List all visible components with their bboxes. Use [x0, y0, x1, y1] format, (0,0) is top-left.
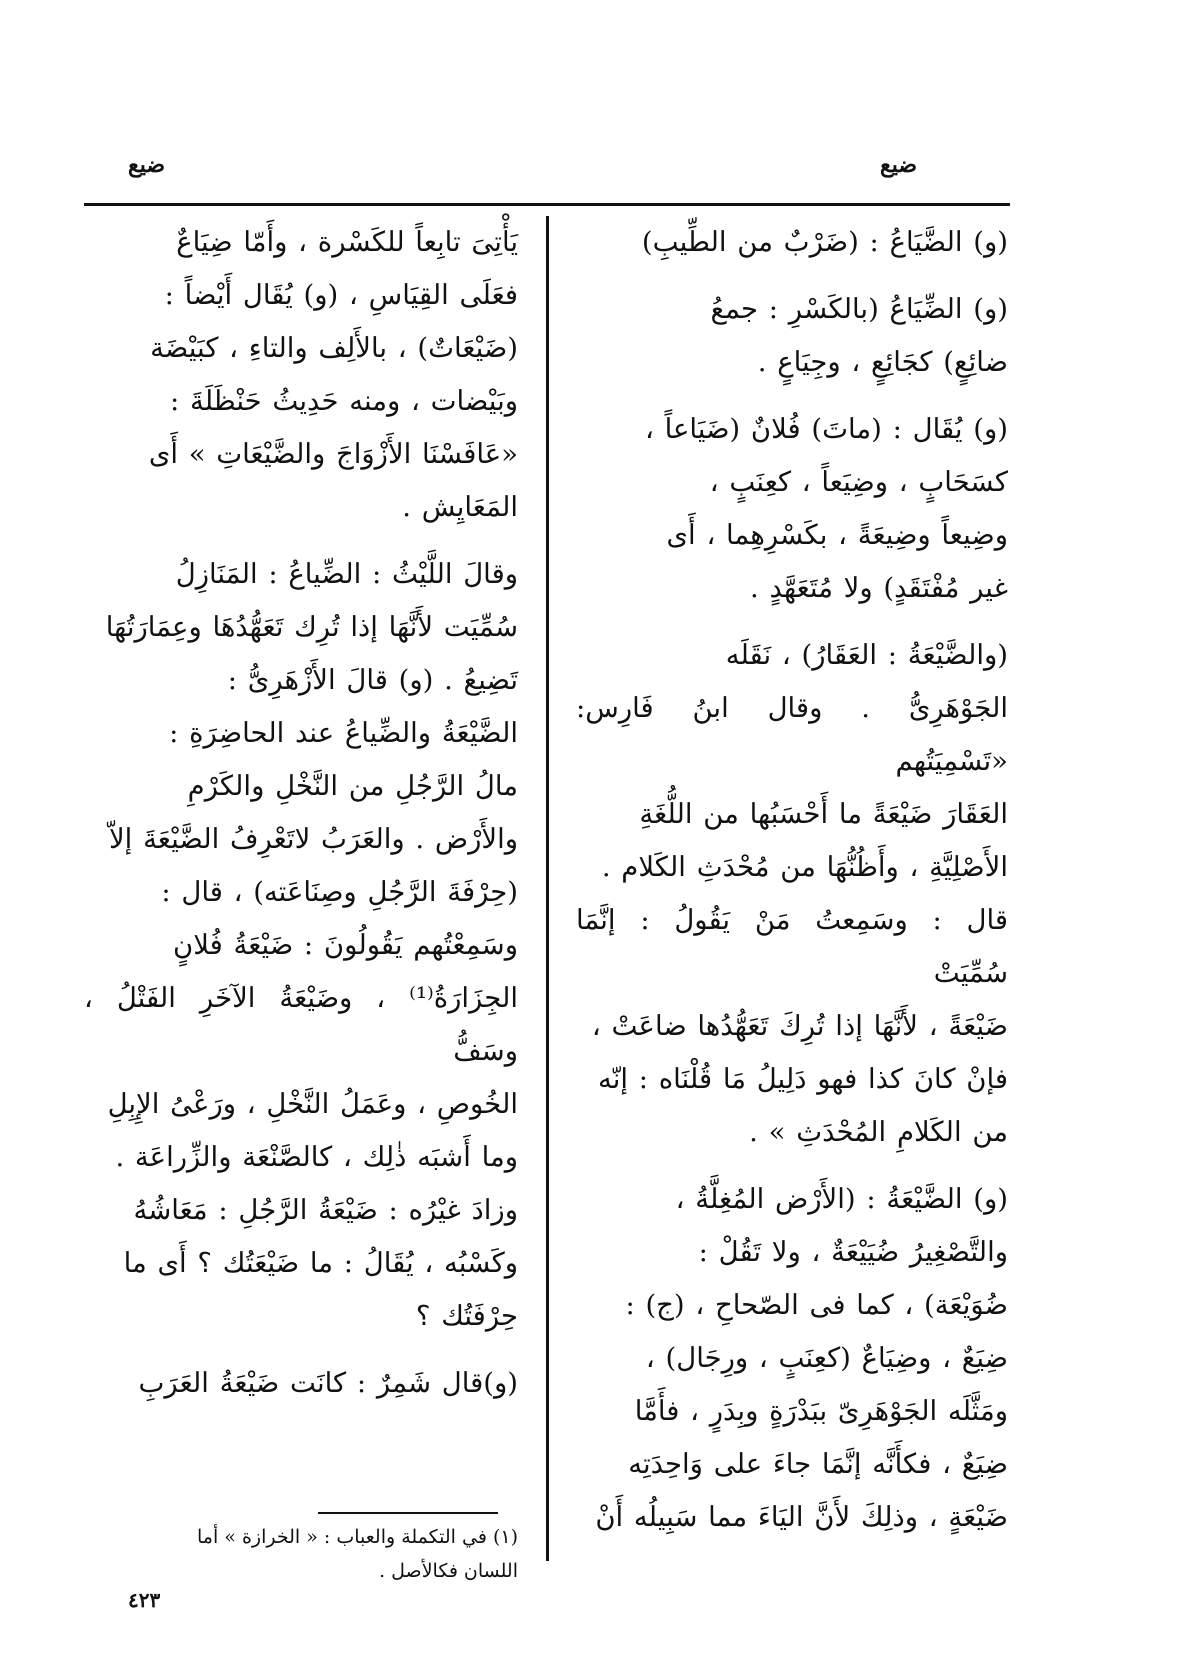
footnote [84, 1520, 518, 1588]
text-line: ومَثَّلَه الجَوْهَرِىّ ببَدْرَةٍ وبِدَرٍ ، فأَمَّا [634, 1395, 1008, 1427]
text-line: فعَلَى القِيَاسِ ، (و) يُقَال أَيْضاً : [164, 279, 518, 311]
text-line: كسَحَابٍ ، وضِيَعاً ، كعِنَبٍ ، [709, 466, 1008, 498]
text-line: والتَّصْغِيرُ ضُيَيْعَةٌ ، ولا تَقُلْ : [698, 1236, 1008, 1268]
text-line: المَعَايِش . [402, 491, 518, 523]
paragraph [84, 1357, 518, 1410]
footnote-line: اللسان فكالأصل . [379, 1560, 518, 1582]
text-line: قال : وسَمِعتُ مَنْ يَقُولُ : إنَّمَا سُمِّيَتْ [576, 904, 1008, 989]
text-line: مالُ الرَّجُلِ من النَّخْلِ والكَرْمِ [187, 770, 518, 802]
text-line: (ضَيْعَاتٌ) ، بالأَلِف والتاءِ ، كبَيْضَة [150, 332, 518, 364]
text-line: (و) الضَّيْعَةُ : (الأَرْض المُغِلَّةُ ، [675, 1183, 1008, 1215]
text-line: العَقَارَ ضَيْعَةً ما أَحْسَبُها من اللُّغَةِ [639, 798, 1008, 830]
text-line: ضُوَيْعَة) ، كما فى الصّحاحِ ، (ج) : [625, 1289, 1008, 1321]
paragraph [84, 548, 518, 1343]
text-line: وقالَ اللَّيْثُ : الضِّياعُ : المَنَازِلُ [175, 558, 518, 590]
text-line: (و) يُقَال : (ماتَ) فُلانٌ (ضَيَاعاً ، [644, 413, 1008, 445]
paragraph [576, 403, 1008, 615]
paragraph [84, 216, 518, 534]
text-line: وزادَ غيْرُه : ضَيْعَةُ الرَّجُلِ : مَعَاشُهُ [133, 1194, 518, 1226]
text-line: وكَسْبُه ، يُقَالُ : ما ضَيْعَتُك ؟ أَى ما [123, 1247, 518, 1279]
text-line: (و) الضِّيَاعُ (بالكَسْرِ : جمعُ [710, 293, 1008, 325]
text-line: (و)قال شَمِرٌ : كانَت ضَيْعَةُ العَرَبِ [138, 1367, 518, 1399]
text-line: فإنْ كانَ كذا فهو دَلِيلُ مَا قُلْنَاه : إنّه [597, 1063, 1008, 1095]
header-rule [84, 203, 1010, 206]
text-line: (والضَّيْعَةُ : العَقَارُ) ، نَقَلَه [725, 639, 1008, 671]
text-line: (و) الضَّيَاعُ : (ضَرْبٌ من الطِّيبِ) [641, 226, 1008, 258]
text-line: والأَرْض . والعَرَبُ لاتَعْرِفُ الضَّيْعَةَ إلاّ [109, 823, 518, 855]
paragraph [576, 1173, 1008, 1544]
text-line: ضِيَعٌ ، فكأَنَّه إنَّمَا جاءَ على وَاحِدَتِه [628, 1448, 1008, 1480]
text-line: ضَيْعَةً ، لأَنَّهَا إذا تُرِكَ تَعَهُّدُها ضاعَتْ ، [591, 1010, 1008, 1042]
text-line: من الكَلامِ المُحْدَثِ » . [749, 1116, 1008, 1148]
text-line: غير مُفْتَقَدٍ) ولا مُتَعَهَّدٍ . [750, 572, 1008, 604]
text-line: ضَيْعَةٍ ، وذلِكَ لأَنَّ اليَاءَ مما سَبِيلُه أَنْ [595, 1501, 1008, 1533]
text-line: الجَوْهَرِىُّ . وقال ابنُ فَارِس: «تَسْمِيَتُهم [576, 692, 1008, 777]
text-line: وبَيْضات ، ومنه حَدِيثُ حَنْظَلَةَ : [169, 385, 518, 417]
text-line: وما أَشبَه ذٰلِك ، كالصَّنْعَة والزِّراعَة . [115, 1141, 518, 1173]
text-line: «عَافَسْنَا الأَزْوَاجَ والضَّيْعَاتِ » أَى [148, 438, 518, 470]
text-line: وضِيعاً وضِيعَةً ، بكَسْرِهِما ، أَى [666, 519, 1008, 551]
footnote-line: (١) في التكملة والعباب : « الخرازة » أما [197, 1526, 518, 1548]
running-head-right: ضيع [880, 152, 918, 178]
paragraph [576, 283, 1008, 389]
text-line: الأَصْلِيَّةِ ، وأَظُنُّهَا من مُحْدَثِ الكَلام . [601, 851, 1008, 883]
paragraph [576, 216, 1008, 269]
text-line: ضائِعٍ) كجَائِعٍ ، وجِيَاعٍ . [757, 346, 1008, 378]
column-divider [546, 216, 549, 1561]
text-line: الخُوصِ ، وعَمَلُ النَّخْلِ ، ورَعْىُ الإِبِلِ [107, 1088, 518, 1120]
running-head-left: ضيع [128, 152, 166, 178]
text-line: (حِرْفَةَ الرَّجُلِ وصِنَاعَته) ، قال : [161, 876, 518, 908]
right-column [576, 216, 1008, 1558]
text-line: ضِيَعٌ ، وضِيَاعٌ (كعِنَبٍ ، ورِجَال) ، [645, 1342, 1008, 1374]
text-line: حِرْفَتُك ؟ [415, 1300, 518, 1332]
page-number: ٤٢٣ [128, 1588, 161, 1612]
text-line: يَأْتِىَ تابِعاً للكَسْرة ، وأَمّا ضِيَاعٌ [176, 226, 518, 258]
paragraph [576, 629, 1008, 1159]
text-line: تَضِيعُ . (و) قالَ الأَزْهَرِىُّ : [227, 664, 518, 696]
text-line: سُمِّيَت لأَنَّهَا إذا تُرِك تَعَهُّدُهَا وعِمَارَتُهَا [105, 611, 518, 643]
text-line: الضَّيْعَةُ والضِّياعُ عند الحاضِرَةِ : [169, 717, 518, 749]
text-line: وسَمِعْتُهم يَقُولُونَ : ضَيْعَةُ فُلانٍ [173, 929, 518, 961]
left-column [84, 216, 518, 1424]
text-line: الجِزَارَةُ⁽¹⁾ ، وضَيْعَةُ الآخَرِ الفَتْلُ ، وسَفُّ [84, 982, 518, 1067]
footnote-rule [318, 1512, 498, 1514]
